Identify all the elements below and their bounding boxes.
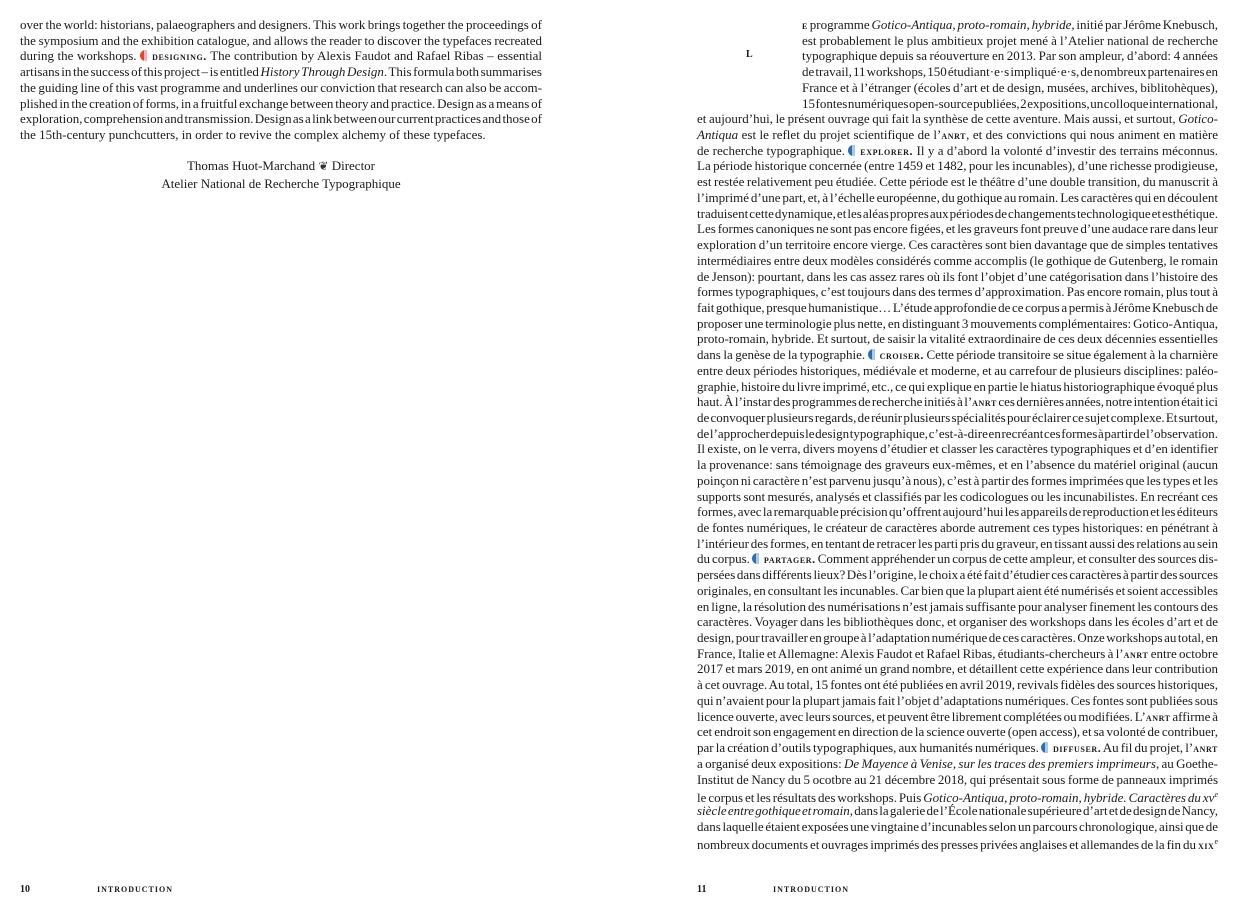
text-line-content [697, 661, 1218, 677]
text-line-content [697, 772, 1218, 788]
text-line-content [20, 33, 542, 49]
text-line-content [802, 48, 1218, 64]
text-line [697, 661, 1218, 677]
text-line [697, 158, 1218, 174]
text-line [697, 300, 1218, 316]
text-run: de fontes numériques, le créateur de caractères aborde autrement ces types historiques: en pénétrant à [697, 520, 1218, 535]
signature-line [20, 157, 542, 175]
text-run: the 15th-century punchcutters, in order to revive the complex alchemy of these typefaces. [20, 127, 486, 143]
text-line [697, 127, 1218, 143]
text-run: , au Goethe- [1155, 755, 1218, 771]
text-run: , et des convictions qui nous animent en matière [966, 127, 1218, 143]
text-line [697, 441, 1218, 457]
text-run: l’intérieur des formes, en tentant de retracer les parti pris du graveur, en tissant aussi des relations au sein [697, 535, 1218, 551]
text-run: exploration d’un territoire encore vierge. Ces caractères sont bien davantage que de simples tentatives [697, 237, 1218, 253]
text-line [697, 646, 1218, 662]
text-run: par la création d’outils typographiques, aux humanités numériques. [697, 740, 1041, 756]
text-line-content [20, 96, 542, 112]
left-body-text [20, 17, 542, 143]
text-line-content [697, 441, 1218, 457]
text-run: fait gothique, presque humanistique… L’étude approfondie de ce corpus a permis à Jérôme Knebusch de [697, 299, 1218, 315]
text-line [802, 48, 1218, 64]
text-line-content [802, 80, 1218, 96]
text-line [20, 17, 542, 33]
section-marker-icon [848, 145, 855, 156]
text-run: the symposium and the exhibition catalogue, and allows the reader to discover the typefaces recreated [20, 32, 542, 48]
text-line [697, 473, 1218, 489]
text-run: et aujourd’hui, le présent ouvrage qui fait la synthèse de cette aventure. Mais aussi, et surtout, [697, 111, 1179, 127]
text-line [20, 48, 542, 64]
text-line [697, 677, 1218, 693]
italic-run: Antiqua [697, 127, 739, 143]
text-line [697, 740, 1218, 756]
text-run: supports sont mesurés, analysés et classifiés par les codicologues ou les incunabilistes. En recréant ces [697, 488, 1218, 504]
text-run: Les formes canoniques ne sont pas encore figées, et les graveurs font preuve d’une audace rare dans leur [697, 221, 1218, 237]
text-line [697, 614, 1218, 630]
text-line-content [697, 709, 1218, 726]
text-run: France et à l’étranger (écoles d’art et de design, musées, archives, biblitohèques), [802, 79, 1218, 95]
text-line-content [697, 269, 1218, 285]
running-head-right: INTRODUCTION [773, 885, 850, 894]
page-number-right: 11 [697, 884, 707, 895]
text-line-content [697, 677, 1218, 693]
small-caps-run: xix [1197, 838, 1215, 853]
text-line-content [697, 111, 1218, 127]
small-caps-run: designing. [152, 49, 207, 64]
text-line-content [697, 567, 1218, 583]
text-line [697, 174, 1218, 190]
text-line [802, 33, 1218, 49]
section-marker-icon [752, 553, 759, 564]
text-line-content [697, 834, 1218, 854]
text-run: graphie, histoire du livre imprimé, etc., ce qui explique en partie le hiatus historiographique évoqué plus [697, 378, 1218, 394]
text-run: est le reflet du projet scientifique de l’ [738, 127, 942, 143]
superscript: e [1214, 790, 1218, 800]
text-run: dans laquelle étaient exposées une vingtaine d’incunables selon un parcours chronologique, ainsi que de [697, 818, 1218, 834]
text-line-content [697, 300, 1218, 316]
text-run: programme [807, 17, 872, 32]
text-line [697, 410, 1218, 426]
text-run: est probablement le plus ambitieux projet mené à l’Atelier national de recherche [802, 32, 1218, 48]
text-line-content [697, 520, 1218, 536]
running-head-left: INTRODUCTION [97, 885, 174, 894]
text-line [697, 331, 1218, 347]
text-run: poinçon ni caractère n’est parvenu jusqu’à nous), c’est à partir des formes imprimées que les types et les [697, 472, 1218, 488]
text-run: originales, en consultant les incunables. Car bien que la plupart aient été numérisés et soient accessibles [697, 582, 1218, 598]
text-line-content [20, 111, 542, 127]
text-run: The contribution by Alexis Faudot and Rafael Ribas – essential [206, 48, 542, 64]
text-run: plished in the creation of forms, in a fruitful exchange between theory and practice. Design as a means of [20, 95, 542, 111]
text-line [802, 64, 1218, 80]
italic-run: Gotico- [1178, 111, 1218, 127]
text-line [697, 111, 1218, 127]
text-line-content [697, 127, 1218, 144]
text-line-content [697, 284, 1218, 300]
text-line [697, 190, 1218, 206]
text-line-content [697, 599, 1218, 615]
text-run: Comment appréhender un corpus de cette ampleur, et consulter des sources dis- [815, 551, 1218, 567]
text-line-content [697, 614, 1218, 630]
section-marker-icon [868, 349, 875, 360]
text-line-content [697, 331, 1218, 347]
signatory-role: Director [331, 158, 376, 173]
text-run: formes, avec la remarquable précision qu’offrent aujourd’hui les appareils de reproduction et les éditeurs [697, 504, 1218, 520]
text-line-content [697, 457, 1218, 473]
text-run: exploration, comprehension and transmission. Design as a link between our current practices and those of [20, 111, 542, 127]
text-line-content [697, 536, 1218, 552]
text-line [697, 724, 1218, 740]
text-line [697, 819, 1218, 835]
small-caps-run: anrt [1123, 646, 1149, 661]
text-run: intermédiaires entre deux modèles considérés comme accomplis (le gothique de Gutenberg, le romain [697, 252, 1218, 268]
text-run: Il y a d’abord la volonté d’investir des terrains méconnus. [913, 142, 1219, 158]
leaf-icon: ❦ [318, 159, 329, 173]
text-line [697, 363, 1218, 379]
text-line-content [697, 803, 1218, 819]
text-line-content [697, 206, 1218, 222]
text-line-content [697, 551, 1218, 568]
text-line [802, 96, 1218, 112]
text-line [20, 127, 542, 143]
text-run: licence ouverte, avec leurs sources, et peuvent être librement complétées ou modifiées. L’ [697, 708, 1146, 724]
text-run: dans la genèse de la typographie. [697, 347, 868, 363]
text-run: during the workshops. [20, 48, 141, 64]
text-line-content [697, 489, 1218, 505]
text-line-content [697, 363, 1218, 379]
text-line-content [697, 237, 1218, 253]
text-line-content [697, 410, 1218, 426]
small-caps-run: explorer. [860, 143, 914, 158]
text-run: le corpus et les résultats des workshops. Puis [697, 790, 924, 806]
text-line [697, 394, 1218, 410]
italic-run: History Through Design [260, 64, 384, 80]
text-line [697, 269, 1218, 285]
text-line [697, 583, 1218, 599]
text-line [697, 709, 1218, 725]
text-run: la provenance: sans témoignage des graveurs eux-mêmes, et en l’absence du matériel original (aucun [697, 457, 1218, 473]
text-run: caractères. Voyager dans les bibliothèques donc, et organiser des workshops dans les écoles d’art et de [697, 614, 1218, 630]
text-run: Au fil du projet, l’ [1101, 740, 1194, 756]
text-line [697, 379, 1218, 395]
text-run: à cet ouvrage. Au total, 15 fontes ont été publiées en avril 2019, revivals fidèles des sources historiques, [697, 677, 1218, 693]
text-line [697, 143, 1218, 159]
text-line-content [697, 190, 1218, 206]
text-run: proto-romain, hybride. Et surtout, de saisir la vitalité extraordinaire de ces deux décennies essentielles [697, 331, 1218, 347]
text-run: over the world: historians, palaeographers and designers. This work brings together the proceedings of [20, 17, 542, 32]
text-run: de recherche typographique. [697, 142, 849, 158]
small-caps-run: anrt [972, 395, 997, 410]
text-run: nombreux documents et ouvrages imprimés des presses privées anglaises et allemandes de la fin du [697, 837, 1198, 853]
text-run: a organisé deux expositions: [697, 755, 845, 771]
text-run: Cette période transitoire se situe également à la charnière [923, 347, 1218, 363]
text-run: . This formula both summarises [383, 64, 542, 80]
text-line-content [802, 17, 1218, 34]
text-run: entre deux périodes historiques, médiévale et moderne, et au carrefour de plusieurs disciplines: paléo- [697, 362, 1218, 378]
text-run: en ligne, la résolution des numérisations n’est jamais suffisante pour analyser finement les contours des [697, 598, 1218, 614]
text-run: ces dernières années, notre intention était ici [996, 394, 1219, 410]
text-run: Il existe, on le verra, divers moyens d’étudier et classer les caractères typographiques et d’en identifier [697, 441, 1218, 457]
text-line [697, 489, 1218, 505]
text-run: du corpus. [697, 551, 752, 567]
text-run: proposer une terminologie plus nette, en distinguant 3 mouvements complémentaires: Gotico-Antiqua, [697, 315, 1218, 331]
text-run: haut. À l’instar des programmes de recherche initiés à l’ [697, 394, 973, 410]
text-line-content [20, 127, 486, 143]
text-line [697, 520, 1218, 536]
text-line [20, 96, 542, 112]
text-run: typographique depuis sa réouverture en 2013. Par son ampleur, d’abord: 4 années [802, 48, 1218, 64]
text-line [697, 536, 1218, 552]
text-line [697, 693, 1218, 709]
text-line [697, 834, 1218, 853]
small-caps-run: partager. [763, 552, 816, 567]
text-line-content [697, 158, 1218, 174]
text-line-content [697, 646, 1218, 663]
text-line-content [697, 426, 1218, 442]
text-run: France, Italie et Allemagne: Alexis Faudot et Rafael Ribas, étudiants-chercheurs à l’ [697, 645, 1124, 661]
text-line [20, 111, 542, 127]
text-run: the guiding line of this vast programme and underlines our conviction that research can also be accom- [20, 79, 542, 95]
text-line-content [697, 347, 1218, 364]
text-run: traduisent cette dynamique, et les aléas propres aux périodes de changements technologique et esthétique. [697, 205, 1218, 221]
text-line-content [697, 473, 1218, 489]
text-line-content [697, 740, 1218, 757]
small-caps-run: croiser. [879, 348, 924, 363]
text-run: de convoquer plusieurs regards, de réunir plusieurs spécialités pour éclairer ce sujet complexe. Et surtout, [697, 409, 1218, 425]
text-line-content [697, 693, 1218, 709]
section-marker-icon [140, 50, 147, 61]
text-line-content [697, 174, 1218, 190]
text-line [697, 630, 1218, 646]
text-line-content [697, 316, 1218, 332]
text-line [697, 206, 1218, 222]
text-run: , initié par Jérôme Knebusch, [1071, 17, 1219, 32]
signatory-name: Thomas Huot-Marchand [186, 158, 316, 173]
text-run: La période historique concernée (entre 1459 et 1482, pour les incunables), d’une richesse prodigieuse, [697, 158, 1218, 174]
text-run: affirme à [1170, 708, 1218, 724]
text-line-content [697, 394, 1218, 411]
text-line [697, 567, 1218, 583]
small-caps-run: anrt [1193, 741, 1218, 756]
text-line [697, 316, 1218, 332]
text-run: est restée relativement peu étudiée. Cette période est le théâtre d’une double transition, du manuscrit à [697, 174, 1218, 190]
text-line [697, 221, 1218, 237]
text-run: entre octobre [1148, 645, 1218, 661]
text-line [697, 772, 1218, 788]
text-run: de l’approcher depuis le design typographique, c’est-à-dire en recréant ces formes à partir de l’observation. [697, 425, 1218, 441]
text-line [802, 17, 1218, 33]
text-line-content [697, 221, 1218, 237]
text-line [697, 426, 1218, 442]
text-run: artisans in the success of this project – is entitled [20, 64, 261, 80]
text-run: design, pour travailler en groupe à l’adaptation numérique de ces caractères. Onze workshops au total, en [697, 630, 1218, 646]
section-marker-icon [1041, 742, 1048, 753]
text-line [20, 64, 542, 80]
text-line [697, 599, 1218, 615]
small-caps-run: e [802, 18, 808, 32]
text-run: , dans la galerie de l’École nationale supérieure d’art et de design de Nancy, [849, 802, 1218, 818]
text-line [697, 253, 1218, 269]
text-line-content [802, 64, 1218, 80]
text-run: de travail, 11 workshops, 150 étudiant·e·s impliqué·e·s, de nombreux partenaires en [802, 64, 1218, 80]
text-line-content [697, 253, 1218, 269]
small-caps-run: anrt [941, 128, 967, 143]
text-line-content [20, 17, 542, 33]
text-line [697, 756, 1218, 772]
text-line [20, 80, 542, 96]
text-run: Institut de Nancy du 5 ocotbre au 21 décembre 2018, qui présentait sous forme de panneaux imprimés [697, 771, 1218, 787]
text-line-content [802, 96, 1218, 112]
text-run: formes typographiques, c’est toujours dans des termes d’approximation. Pas encore romain, plus tout à [697, 284, 1218, 300]
signature-block [20, 157, 542, 192]
right-body-text [697, 17, 1219, 853]
italic-run: siècle entre gothique et romain [697, 802, 850, 818]
text-line [697, 551, 1218, 567]
drop-cap: L [746, 49, 754, 60]
text-line-content [697, 630, 1218, 646]
text-run: qui n’avaient pour la plupart jamais fait l’objet d’adaptations numériques. Ces fontes sont publiées sous [697, 692, 1218, 708]
text-line [697, 347, 1218, 363]
text-line [697, 457, 1218, 473]
small-caps-run: diffuser. [1052, 741, 1102, 756]
text-line-content [697, 756, 1218, 772]
page-number-left: 10 [20, 884, 30, 895]
text-run: de Jenson): pourtant, dans les cas assez rares où ils font l’objet d’une catégorisation dans l’histoire des [697, 268, 1218, 284]
text-line-content [697, 143, 1218, 160]
italic-run: De Mayence à Venise, sur les traces des premiers imprimeurs [844, 755, 1156, 771]
text-line-content [20, 48, 542, 65]
text-line-content [697, 504, 1218, 520]
text-line [697, 284, 1218, 300]
italic-run: Gotico-Antiqua, proto-romain, hybride. Caractères du xv [923, 790, 1215, 806]
text-line-content [20, 64, 542, 80]
text-line-content [697, 583, 1218, 599]
text-line-content [802, 33, 1218, 49]
text-line [697, 787, 1218, 806]
text-line [697, 803, 1218, 819]
text-run: cet endroit son engagement en direction de la science ouverte (open access), et sa volonté de contribuer, [697, 724, 1218, 740]
signatory-institution: Atelier National de Recherche Typographique [161, 176, 401, 191]
text-run: 2017 et mars 2019, en ont animé un grand nombre, et détaillent cette expérience dans leur contribution [697, 661, 1218, 677]
text-line [697, 237, 1218, 253]
text-line [697, 504, 1218, 520]
text-line-content [20, 80, 542, 96]
text-run: 15 fontes numériques open-source publiées, 2 expositions, un colloque international, [802, 95, 1218, 111]
text-run: l’imprimé d’une part, et, à l’échelle européenne, du gothique au romain. Les caractères qui en découlent [697, 189, 1218, 205]
text-line [802, 80, 1218, 96]
italic-run: Gotico-Antiqua, proto-romain, hybride [871, 17, 1072, 32]
text-line [20, 33, 542, 49]
text-run: persées dans différents lieux? Dès l’origine, le choix a été fait d’étudier ces caractères à partir des sources [697, 567, 1218, 583]
text-line-content [697, 379, 1218, 395]
superscript: e [1214, 837, 1218, 847]
text-line-content [697, 819, 1218, 835]
small-caps-run: anrt [1145, 709, 1171, 724]
text-line-content [697, 724, 1218, 740]
